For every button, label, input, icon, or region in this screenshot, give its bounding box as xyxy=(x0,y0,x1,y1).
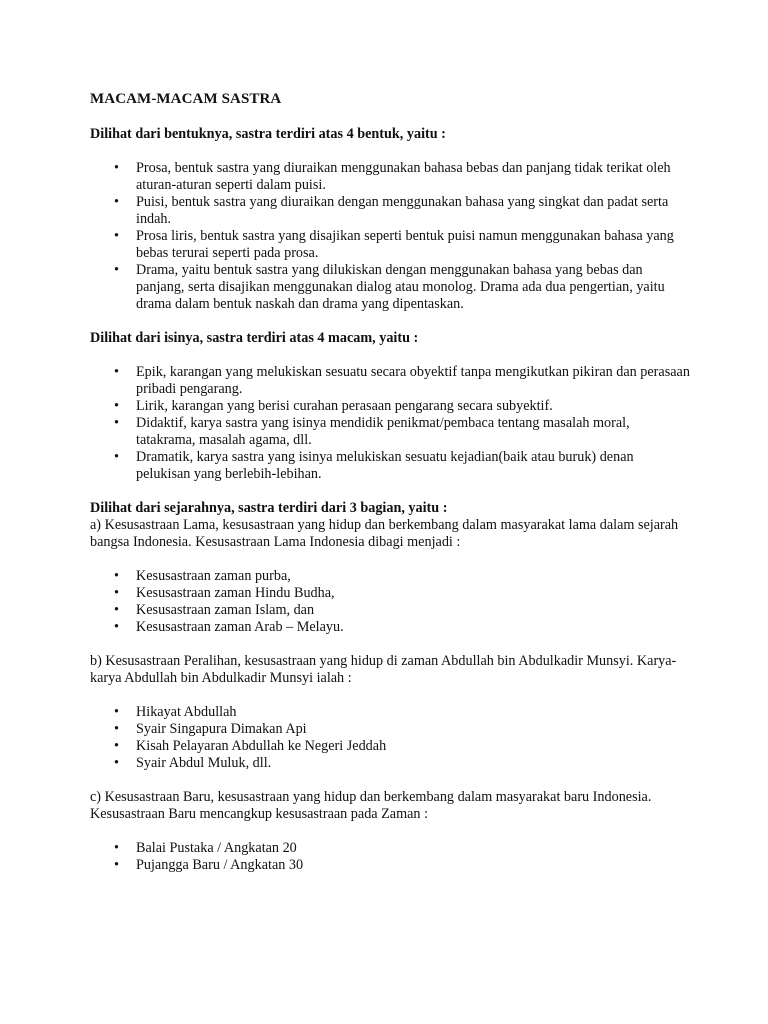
section-history-heading: Dilihat dari sejarahnya, sastra terdiri dari 3 bagian, yaitu : xyxy=(90,500,448,516)
bullet-icon: • xyxy=(114,568,119,584)
bullet-icon: • xyxy=(114,840,119,856)
list-item: • Kisah Pelayaran Abdullah ke Negeri Jeddah xyxy=(114,738,387,754)
list-item: • Epik, karangan yang melukiskan sesuatu secara obyektif tanpa mengikutkan pikiran dan perasaan pribadi pengarang. xyxy=(114,364,690,397)
history-part-a-text: a) Kesusastraan Lama, kesusastraan yang hidup dan berkembang dalam masyarakat lama dalam sejarah bangsa Indonesia. Kesusastraan Lama Indonesia dibagi menjadi : xyxy=(90,517,679,550)
bullet-icon: • xyxy=(114,704,119,720)
bullet-icon: • xyxy=(114,721,119,737)
list-item: • Dramatik, karya sastra yang isinya melukiskan sesuatu kejadian(baik atau buruk) denan pelukisan yang berlebih-lebihan. xyxy=(114,449,634,482)
list-item: • Hikayat Abdullah xyxy=(114,704,237,720)
bullet-icon: • xyxy=(114,857,119,873)
list-item: • Puisi, bentuk sastra yang diuraikan dengan menggunakan bahasa yang singkat dan padat serta indah. xyxy=(114,194,669,227)
list-item: • Kesusastraan zaman purba, xyxy=(114,568,291,584)
list-item: • Syair Abdul Muluk, dll. xyxy=(114,755,272,771)
bullet-icon: • xyxy=(114,602,119,618)
bullet-icon: • xyxy=(114,415,119,431)
bullet-icon: • xyxy=(114,160,119,176)
history-part-b-text: b) Kesusastraan Peralihan, kesusastraan yang hidup di zaman Abdullah bin Abdulkadir Munsyi. Karya-karya Abdullah bin Abdulkadir Munsyi ialah : xyxy=(90,653,677,686)
list-item: • Kesusastraan zaman Islam, dan xyxy=(114,602,315,618)
bullet-icon: • xyxy=(114,398,119,414)
bullet-icon: • xyxy=(114,738,119,754)
section-content-list xyxy=(90,364,690,483)
bullet-icon: • xyxy=(114,262,119,278)
list-item: • Pujangga Baru / Angkatan 30 xyxy=(114,857,304,873)
list-item: • Kesusastraan zaman Arab – Melayu. xyxy=(114,619,344,635)
list-item: • Prosa liris, bentuk sastra yang disajikan seperti bentuk puisi namun menggunakan bahasa yang bebas terurai seperti pada prosa. xyxy=(114,228,674,261)
section-form-heading: Dilihat dari bentuknya, sastra terdiri atas 4 bentuk, yaitu : xyxy=(90,126,446,142)
section-form-list xyxy=(90,160,690,313)
bullet-icon: • xyxy=(114,449,119,465)
history-part-a-list xyxy=(90,568,690,636)
document-content xyxy=(90,91,690,874)
document-title: MACAM-MACAM SASTRA xyxy=(90,91,282,107)
history-part-c-list xyxy=(90,840,690,874)
list-item: • Didaktif, karya sastra yang isinya mendidik penikmat/pembaca tentang masalah moral, tatakrama, masalah agama, dll. xyxy=(114,415,630,448)
list-item: • Prosa, bentuk sastra yang diuraikan menggunakan bahasa bebas dan panjang tidak terikat oleh aturan-aturan seperti dalam puisi. xyxy=(114,160,671,193)
bullet-icon: • xyxy=(114,364,119,380)
bullet-icon: • xyxy=(114,194,119,210)
section-content-heading: Dilihat dari isinya, sastra terdiri atas 4 macam, yaitu : xyxy=(90,330,419,346)
list-item: • Lirik, karangan yang berisi curahan perasaan pengarang secara subyektif. xyxy=(114,398,553,414)
history-part-b-list xyxy=(90,704,690,772)
bullet-icon: • xyxy=(114,755,119,771)
list-item: • Syair Singapura Dimakan Api xyxy=(114,721,307,737)
list-item: • Drama, yaitu bentuk sastra yang dilukiskan dengan menggunakan bahasa yang bebas dan panjang, serta disajikan menggunakan dialog atau monolog. Drama ada dua pengertian, yaitu drama dalam bentuk naskah dan drama yang dipentaskan. xyxy=(114,262,665,312)
list-item: • Balai Pustaka / Angkatan 20 xyxy=(114,840,297,856)
history-part-c-text: c) Kesusastraan Baru, kesusastraan yang hidup dan berkembang dalam masyarakat baru Indonesia. Kesusastraan Baru mencangkup kesusastraan pada Zaman : xyxy=(90,789,652,822)
list-item: • Kesusastraan zaman Hindu Budha, xyxy=(114,585,335,601)
bullet-icon: • xyxy=(114,619,119,635)
bullet-icon: • xyxy=(114,228,119,244)
bullet-icon: • xyxy=(114,585,119,601)
